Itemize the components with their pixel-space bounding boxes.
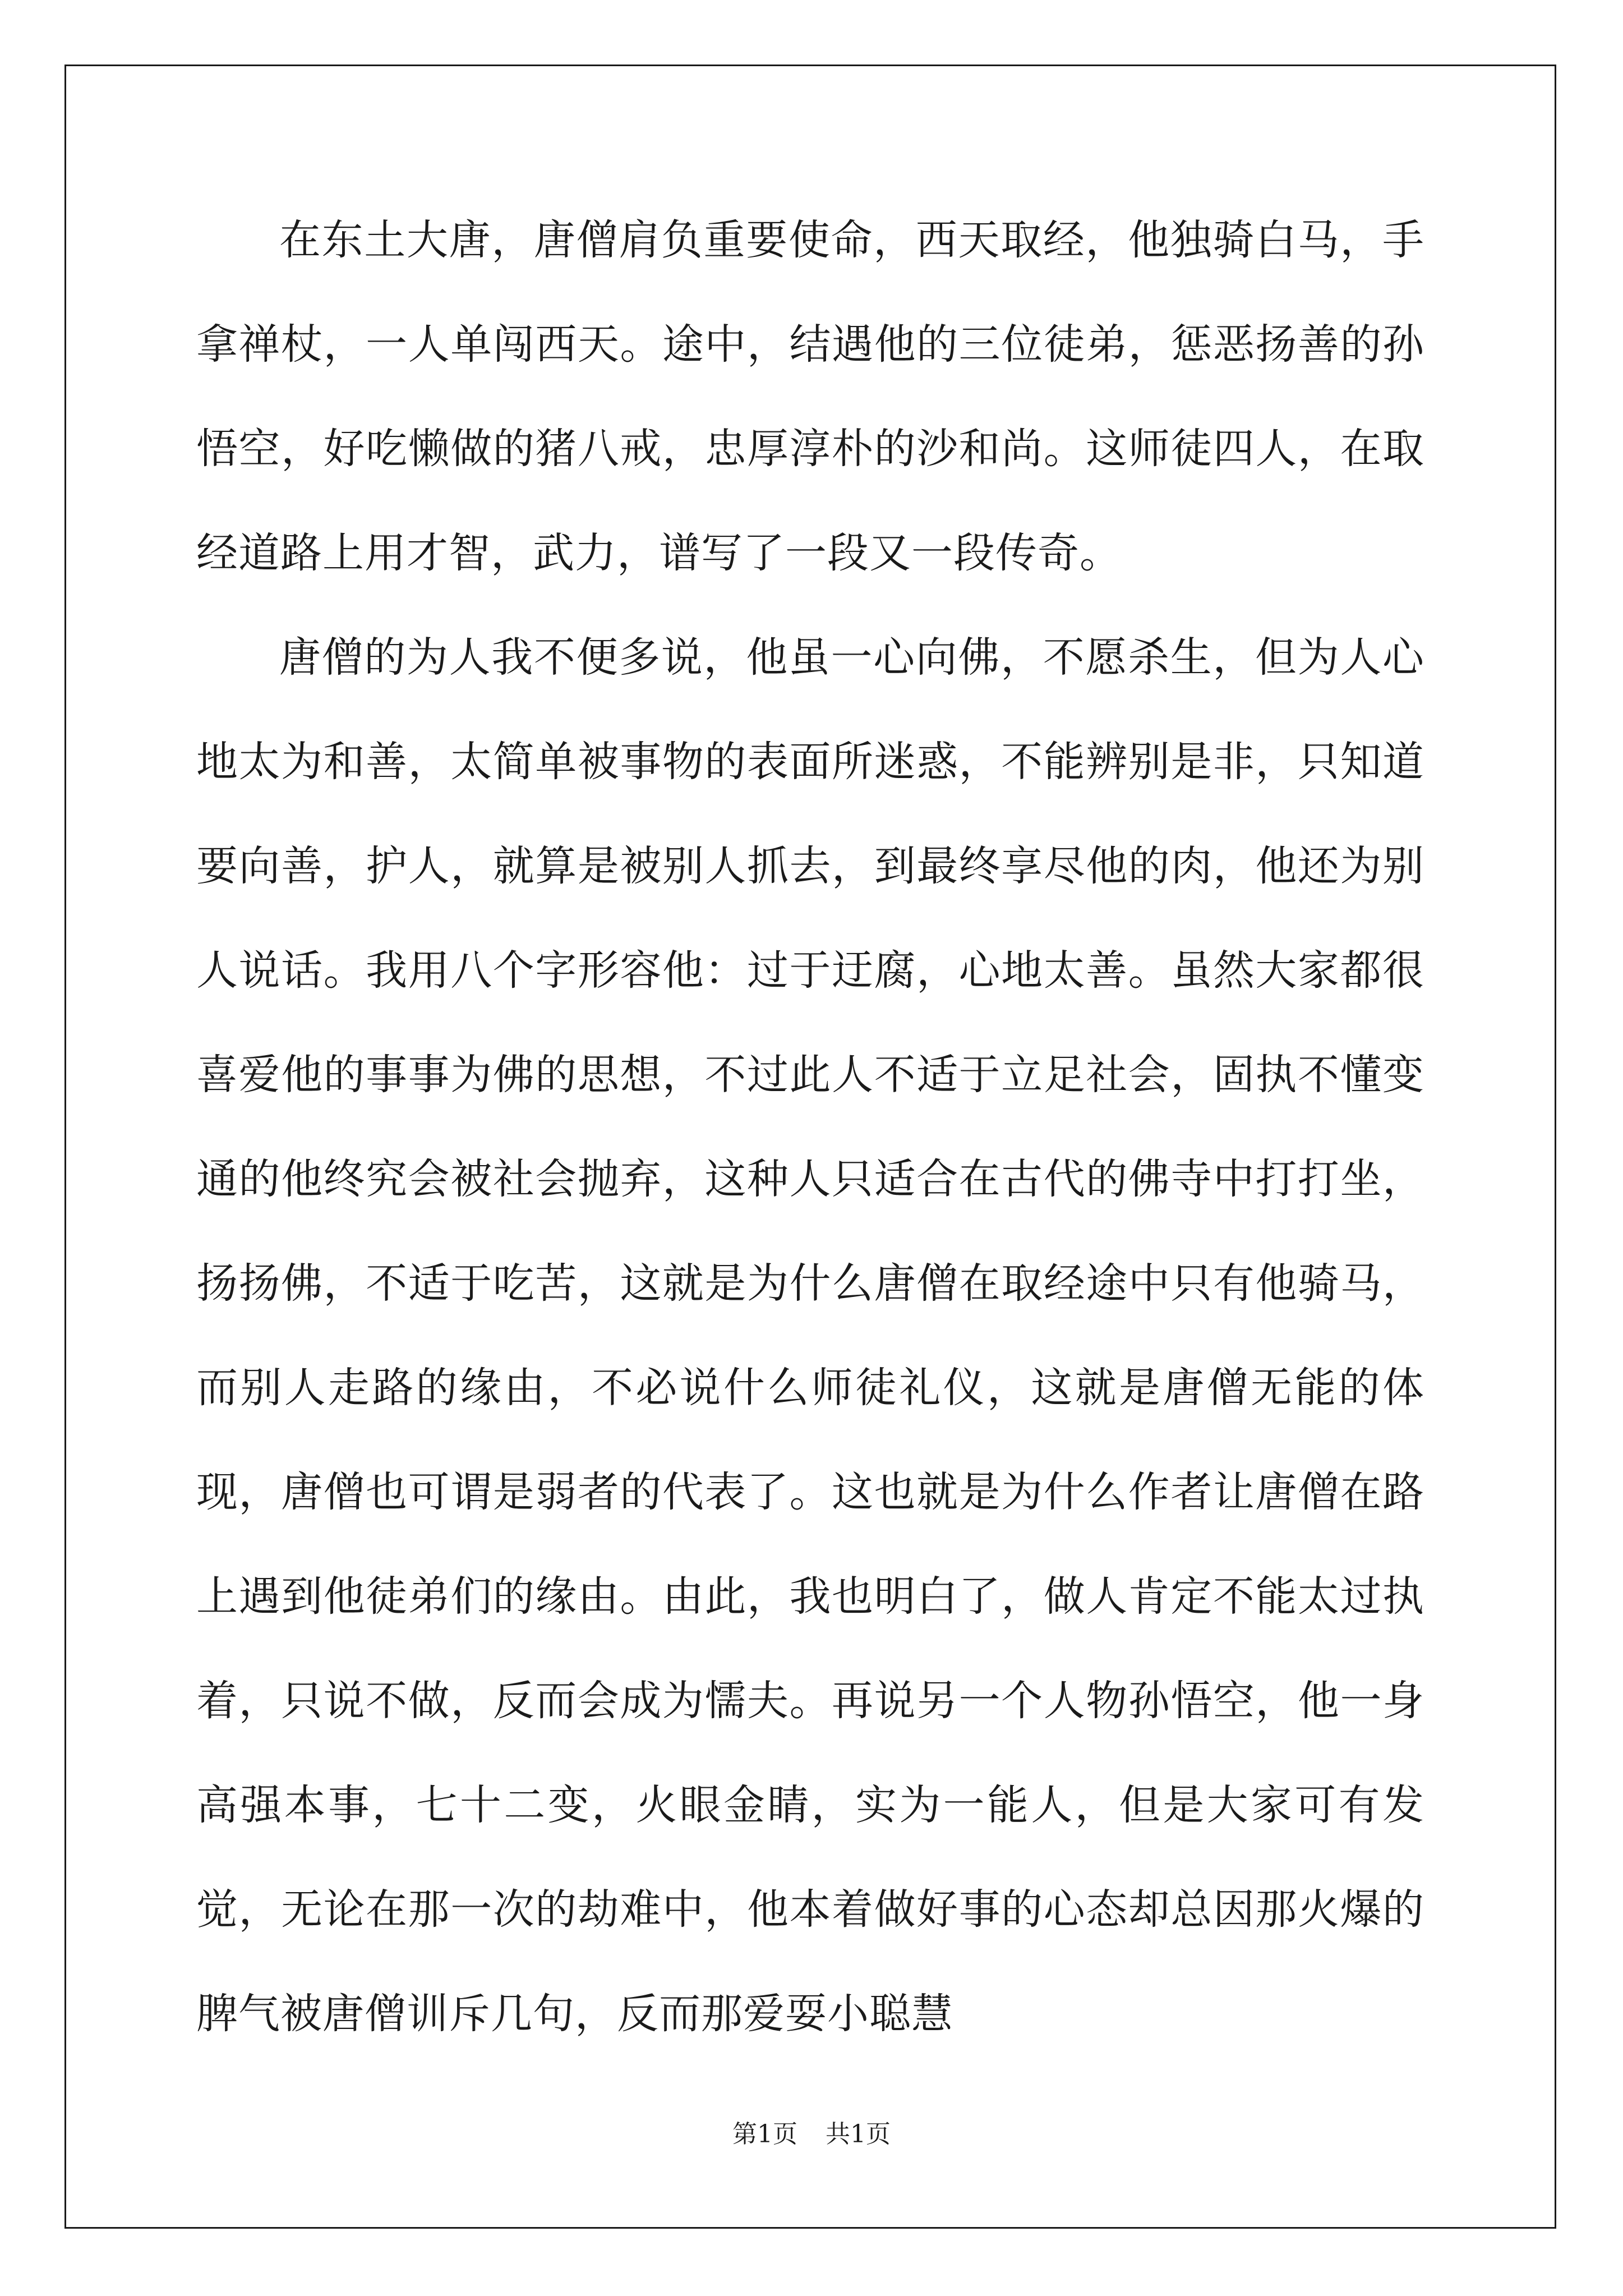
page-number: 第1页 (732, 2120, 797, 2148)
paragraph-2: 唐僧的为人我不便多说，他虽一心向佛，不愿杀生，但为人心地太为和善，太简单被事物的表面所迷惑，不能辨别是非，只知道要向善，护人，就算是被别人抓去，到最终享尽他的肉，他还为别人说话。我用八个字形容他：过于迂腐，心地太善。虽然大家都很喜爱他的事事为佛的思想，不过此人不适于立足社会，固执不懂变通的他终究会被社会抛弃，这种人只适合在古代的佛寺中打打坐，扬扬佛，不适于吃苦，这就是为什么唐僧在取经途中只有他骑马，而别人走路的缘由，不必说什么师徒礼仪，这就是唐僧无能的体现，唐僧也可谓是弱者的代表了。这也就是为什么作者让唐僧在路上遇到他徒弟们的缘由。由此，我也明白了，做人肯定不能太过执着，只说不做，反而会成为懦夫。再说另一个人物孙悟空，他一身高强本事，七十二变，火眼金睛，实为一能人，但是大家可有发觉，无论在那一次的劫难中，他本着做好事的心态却总因那火爆的脾气被唐僧训斥几句，反而那爱耍小聪慧 (196, 633, 1424, 2038)
document-body (196, 188, 1424, 2066)
page-total: 共1页 (826, 2120, 891, 2148)
page-footer (0, 2118, 1623, 2151)
paragraph-1: 在东土大唐，唐僧肩负重要使命，西天取经，他独骑白马，手拿禅杖，一人单闯西天。途中，结遇他的三位徒弟，惩恶扬善的孙悟空，好吃懒做的猪八戒，忠厚淳朴的沙和尚。这师徒四人，在取经道路上用才智，武力，谱写了一段又一段传奇。 (196, 216, 1424, 577)
